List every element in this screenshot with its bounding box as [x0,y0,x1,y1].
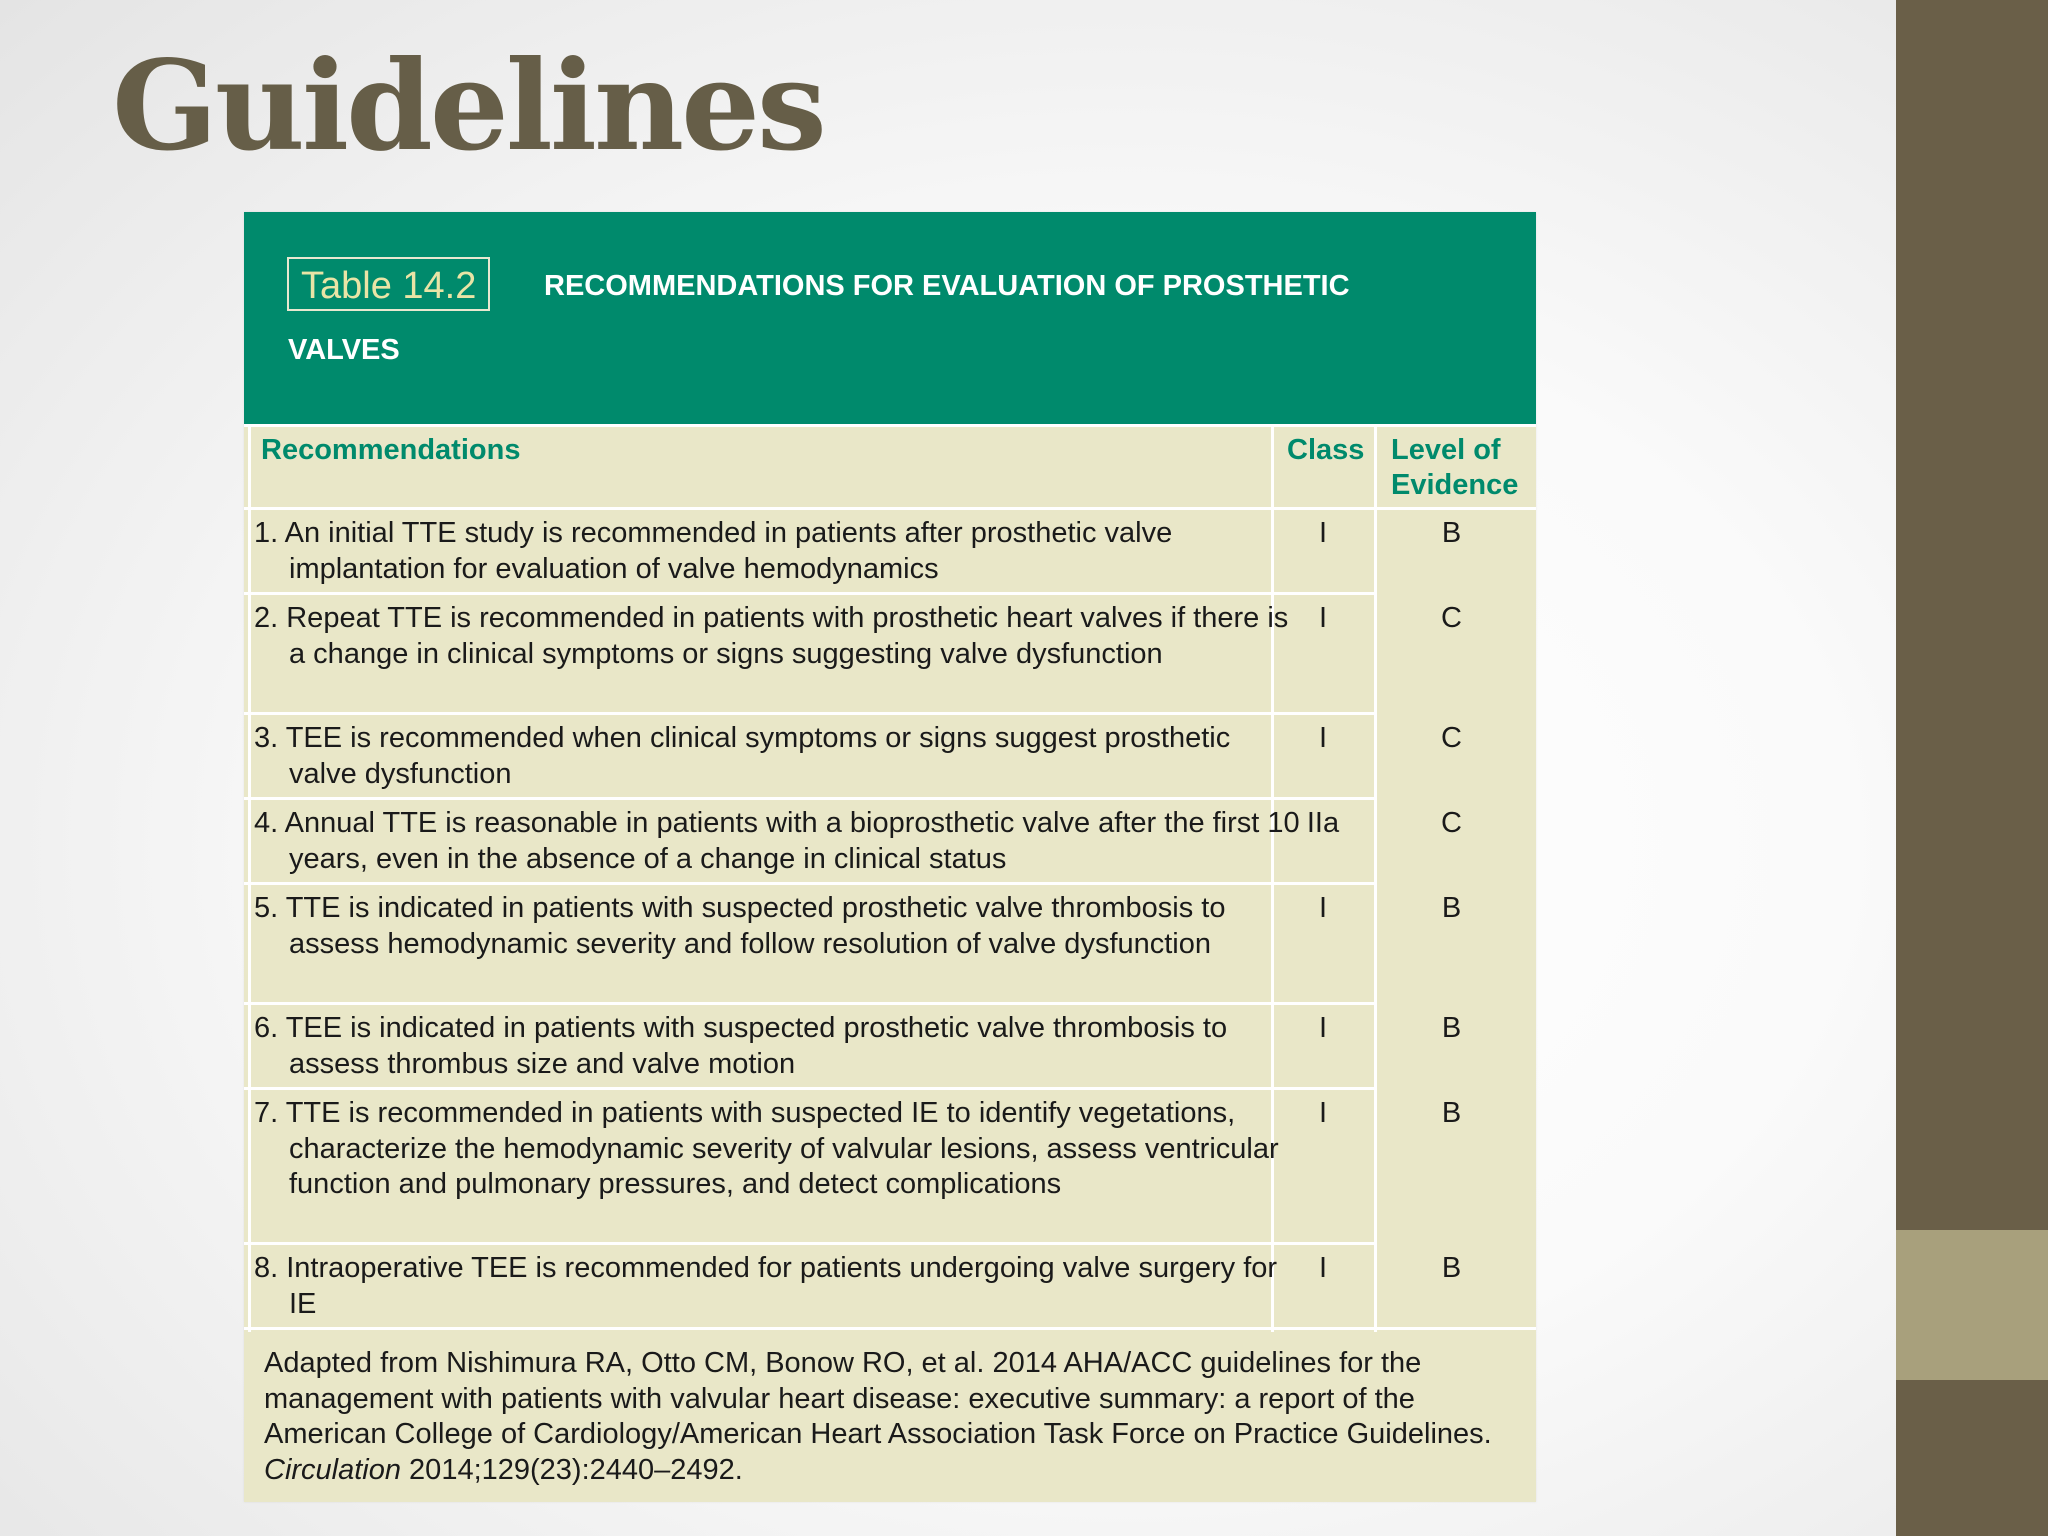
level-of-evidence-value: C [1441,722,1462,754]
column-header-level-line1: Level of [1391,434,1501,466]
table-heading-line1: RECOMMENDATIONS FOR EVALUATION OF PROSTHETIC [544,270,1350,302]
column-header-level-line2: Evidence [1391,469,1519,501]
column-divider [1374,424,1377,1332]
level-of-evidence-value: B [1441,1252,1462,1284]
class-value: I [1318,517,1328,549]
column-header-recommendations: Recommendations [261,434,521,466]
row-divider [244,592,1374,595]
recommendation-text: 2. Repeat TTE is recommended in patients with prosthetic heart valves if there is a change in clinical symptoms or signs suggesting valve dysfunction [254,602,1289,670]
recommendation-text: 7. TTE is recommended in patients with suspected IE to identify vegetations, characterize the hemodynamic severity of valvular lesions, assess ventricular function and pulmonary pressures, and detect complications [254,1097,1279,1200]
row-divider [244,1242,1374,1245]
citation-reference: 2014;129(23):2440–2492. [401,1453,743,1486]
recommendation-text: 4. Annual TTE is reasonable in patients with a bioprosthetic valve after the first 10 years, even in the absence of a change in clinical status [254,807,1300,875]
recommendation-text: 5. TTE is indicated in patients with suspected prosthetic valve thrombosis to assess hemodynamic severity and follow resolution of valve dysfunction [254,892,1226,960]
column-divider [248,424,251,1332]
table-citation [264,1346,1524,1488]
column-header-class: Class [1287,434,1365,466]
class-value: I [1318,892,1328,924]
row-divider [244,507,1536,510]
level-of-evidence-value: B [1441,517,1462,549]
citation-text: Adapted from Nishimura RA, Otto CM, Bonow RO, et al. 2014 AHA/ACC guidelines for the management with patients with valvular heart disease: executive summary: a report of the American College of Cardiology/American Heart Association Task Force on Practice Guidelines. [264,1347,1492,1450]
level-of-evidence-value: C [1441,602,1462,634]
class-value: IIa [1306,807,1340,839]
row-divider [244,712,1374,715]
class-value: I [1318,1252,1328,1284]
citation-journal: Circulation [264,1453,401,1486]
row-divider [244,882,1374,885]
table-heading-line2: VALVES [288,334,400,366]
class-value: I [1318,1097,1328,1129]
sidebar-accent [1896,1230,2048,1380]
level-of-evidence-value: B [1441,892,1462,924]
level-of-evidence-value: B [1441,1097,1462,1129]
level-of-evidence-value: B [1441,1012,1462,1044]
class-value: I [1318,602,1328,634]
row-divider [244,1327,1536,1330]
row-divider [244,424,1536,427]
class-value: I [1318,722,1328,754]
row-divider [244,1002,1374,1005]
slide-title: Guidelines [112,34,824,179]
recommendation-text: 3. TEE is recommended when clinical symptoms or signs suggest prosthetic valve dysfunction [254,722,1231,790]
table-banner [244,212,1536,424]
row-divider [244,797,1374,800]
table-number-tag: Table 14.2 [287,257,490,311]
recommendation-text: 8. Intraoperative TEE is recommended for patients undergoing valve surgery for IE [254,1252,1278,1320]
table-figure [244,212,1536,1502]
row-divider [244,1087,1374,1090]
class-value: I [1318,1012,1328,1044]
recommendation-text: 6. TEE is indicated in patients with suspected prosthetic valve thrombosis to assess thrombus size and valve motion [254,1012,1228,1080]
level-of-evidence-value: C [1441,807,1462,839]
recommendation-text: 1. An initial TTE study is recommended in patients after prosthetic valve implantation for evaluation of valve hemodynamics [254,517,1173,585]
